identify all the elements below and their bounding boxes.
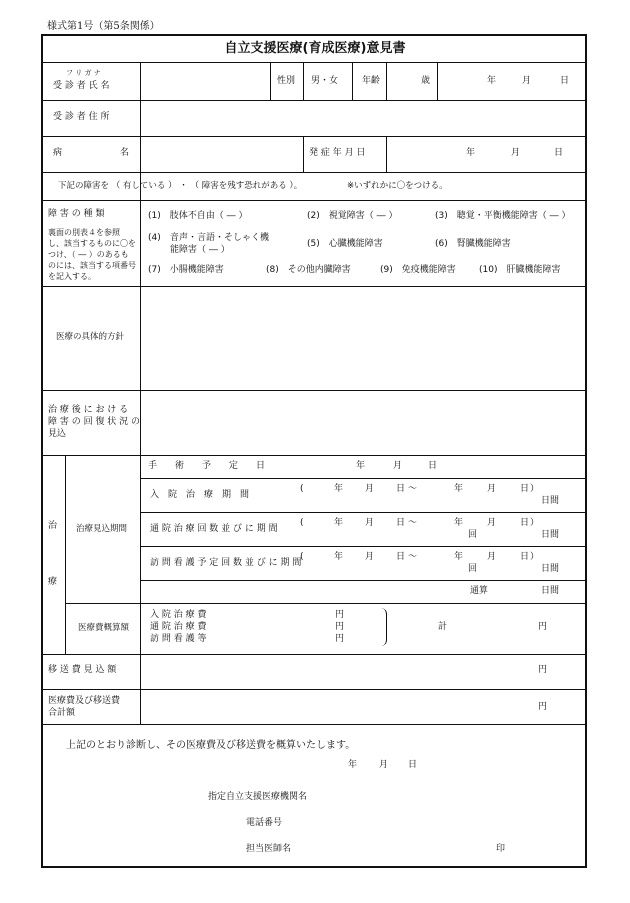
sex-label: 性別: [277, 76, 296, 86]
disability-option-3[interactable]: (3) 聴覚・平衡機能障害（ ― ）: [435, 211, 571, 221]
row-divider-outpatient: [140, 546, 587, 547]
row-divider-disease: [42, 172, 587, 173]
col-divider-onset-value: [386, 136, 387, 172]
visiting-nursing-label: 訪 問 看 護 予 定 回 数 並 び に 期 間: [150, 558, 302, 568]
cost-item-visiting: 訪 問 看 護 等: [150, 634, 207, 644]
disability-option-4-line1[interactable]: 音声・言語・そしゃく機: [170, 233, 270, 243]
cost-item-inpatient: 入 院 治 療 費: [150, 610, 207, 620]
sex-options[interactable]: 男・女: [311, 76, 339, 86]
statement-month-unit: 月: [379, 760, 389, 770]
form-title: 自立支援医療(育成医療)意見書: [224, 41, 406, 56]
birth-month-unit: 月: [522, 76, 532, 86]
visiting-count-unit: 回: [468, 564, 478, 574]
treatment-vertical-label-a: 治: [48, 521, 58, 531]
disability-option-2[interactable]: (2) 視覚障害（ ― ）: [307, 211, 398, 221]
treatment-vertical-label-b: 療: [48, 577, 58, 587]
col-divider-treatment: [65, 455, 66, 654]
row-divider-name: [42, 100, 587, 101]
cost-sum-yen: 円: [538, 622, 548, 632]
disability-option-6[interactable]: (6) 腎臓機能障害: [435, 239, 511, 249]
statement-day-unit: 日: [408, 760, 418, 770]
row-divider-policy: [42, 390, 587, 391]
row-divider-inpatient: [140, 512, 587, 513]
phone-number-label: 電話番号: [246, 818, 283, 828]
treatment-period-label: 治療見込期間: [76, 524, 128, 534]
col-divider-birthdate: [437, 62, 438, 100]
total-period-label: 通算: [470, 586, 489, 596]
total-cost-yen: 円: [538, 702, 548, 712]
outpatient-label: 通 院 治 療 回 数 並 び に 期 間: [150, 524, 278, 534]
col-divider-label: [140, 62, 141, 724]
col-divider-age-label: [352, 62, 353, 100]
row-divider-treatment: [42, 654, 587, 655]
recovery-label-line1: 治 療 後 に お け る: [48, 405, 129, 415]
inpatient-paren-open: (: [300, 484, 304, 494]
disability-option-10[interactable]: (10) 肝臓機能障害: [479, 265, 561, 275]
disability-instruction-line: のには、該当する項番号: [48, 261, 136, 270]
inpatient-period-label: 入 院 治 療 期 間: [150, 490, 250, 500]
cost-brace: [380, 608, 387, 646]
visiting-end-day: 日: [520, 552, 530, 562]
visiting-start-year: 年: [334, 552, 344, 562]
form-number: 様式第1号（第5条関係）: [47, 21, 160, 32]
inpatient-days-unit: 日間: [541, 496, 560, 506]
disability-instruction-line: を記入する。: [48, 272, 96, 281]
visiting-start-day: 日: [396, 552, 406, 562]
age-unit: 歳: [421, 76, 431, 86]
cost-estimate-label: 医療費概算額: [78, 623, 130, 633]
outpatient-paren-open: (: [300, 518, 304, 528]
outpatient-count-unit: 回: [468, 530, 478, 540]
furigana-label: フ リ ガ ナ: [66, 69, 101, 77]
total-cost-label-line1: 医療費及び移送費: [48, 696, 121, 706]
row-divider-surgery: [140, 478, 587, 479]
patient-name-label: 受 診 者 氏 名: [53, 81, 110, 91]
disability-option-9[interactable]: (9) 免疫機能障害: [380, 265, 456, 275]
col-divider-sex-label: [270, 62, 271, 100]
disability-option-1[interactable]: (1) 肢体不自由（ ― ）: [148, 211, 248, 221]
row-divider-visiting: [140, 580, 587, 581]
onset-date-label: 発 症 年 月 日: [309, 148, 366, 158]
row-divider-title: [42, 62, 587, 63]
surgery-month-unit: 月: [393, 461, 403, 471]
onset-day-unit: 日: [554, 148, 564, 158]
birth-day-unit: 日: [560, 76, 570, 86]
inpatient-start-month: 月: [365, 484, 375, 494]
inpatient-end-month: 月: [487, 484, 497, 494]
onset-year-unit: 年: [466, 148, 476, 158]
cost-yen-3: 円: [335, 634, 345, 644]
recovery-label-line2: 障 害 の 回 復 状 況 の: [48, 417, 141, 427]
inpatient-tilde: 〜: [408, 484, 418, 494]
inpatient-end-year: 年: [454, 484, 464, 494]
visiting-days-unit: 日間: [541, 564, 560, 574]
outpatient-end-day: 日: [520, 518, 530, 528]
inpatient-end-day: 日: [520, 484, 530, 494]
total-days-unit: 日間: [541, 586, 560, 596]
cost-item-outpatient: 通 院 治 療 費: [150, 622, 207, 632]
cost-sum-label: 計: [438, 622, 448, 632]
outpatient-paren-close: ）: [530, 518, 540, 528]
disability-instruction-line: 裏面の別表４を参照: [48, 228, 120, 237]
surgery-date-label: 手 術 予 定 日: [148, 461, 266, 471]
outpatient-start-year: 年: [334, 518, 344, 528]
diagnosis-statement: 上記のとおり診断し、その医療費及び移送費を概算いたします。: [66, 740, 356, 751]
row-divider-transport: [42, 689, 587, 690]
visiting-paren-open: (: [300, 552, 304, 562]
age-label: 年齢: [362, 76, 381, 86]
row-divider-period: [65, 603, 587, 604]
row-divider-note: [42, 200, 587, 201]
patient-address-label: 受 診 者 住 所: [53, 112, 110, 122]
seal-mark: 印: [496, 844, 506, 854]
transport-cost-label: 移 送 費 見 込 額: [48, 665, 117, 675]
inpatient-start-day: 日: [396, 484, 406, 494]
row-divider-types: [42, 286, 587, 287]
treatment-policy-label: 医療の具体的方針: [56, 332, 125, 342]
row-divider-total: [42, 724, 587, 725]
inpatient-paren-close: ）: [530, 484, 540, 494]
disability-option-4-number[interactable]: (4): [148, 233, 161, 243]
col-divider-onset-label: [303, 136, 304, 172]
disability-option-4-line2[interactable]: 能障害（ ― ）: [170, 245, 230, 255]
visiting-paren-close: ）: [530, 552, 540, 562]
disease-label-a: 病: [53, 148, 63, 158]
visiting-end-month: 月: [487, 552, 497, 562]
disability-note: 下記の障害を （ 有している ） ・ （ 障害を残す恐れがある ）。: [58, 181, 303, 191]
visiting-start-month: 月: [365, 552, 375, 562]
outpatient-end-year: 年: [454, 518, 464, 528]
inpatient-start-year: 年: [334, 484, 344, 494]
disability-note-hint: ※いずれかに〇をつける。: [347, 181, 448, 191]
disability-instruction-line: し、該当するものに〇を: [48, 239, 136, 248]
disability-instruction-line: つけ、（ ― ）のあるも: [48, 250, 129, 259]
disability-option-7[interactable]: (7) 小腸機能障害: [148, 265, 224, 275]
statement-year-unit: 年: [348, 760, 358, 770]
total-cost-label-line2: 合計額: [48, 708, 76, 718]
recovery-label-line3: 見込: [48, 429, 67, 439]
col-divider-age-value: [386, 62, 387, 100]
surgery-day-unit: 日: [428, 461, 438, 471]
institution-name-label: 指定自立支援医療機関名: [208, 792, 308, 802]
visiting-end-year: 年: [454, 552, 464, 562]
surgery-year-unit: 年: [356, 461, 366, 471]
disability-option-8[interactable]: (8) その他内臓障害: [266, 265, 351, 275]
birth-year-unit: 年: [487, 76, 497, 86]
row-divider-recovery: [42, 455, 587, 456]
col-divider-sex-value: [303, 62, 304, 100]
visiting-tilde: 〜: [408, 552, 418, 562]
cost-yen-1: 円: [335, 610, 345, 620]
disability-types-label: 障 害 の 種 類: [48, 209, 105, 219]
row-divider-address: [42, 136, 587, 137]
disability-option-5[interactable]: (5) 心臓機能障害: [307, 239, 383, 249]
disease-label-b: 名: [120, 148, 130, 158]
transport-yen: 円: [538, 665, 548, 675]
outpatient-tilde: 〜: [408, 518, 418, 528]
outpatient-end-month: 月: [487, 518, 497, 528]
onset-month-unit: 月: [511, 148, 521, 158]
doctor-name-label: 担当医師名: [246, 844, 292, 854]
outpatient-start-month: 月: [365, 518, 375, 528]
outpatient-days-unit: 日間: [541, 530, 560, 540]
cost-yen-2: 円: [335, 622, 345, 632]
outpatient-start-day: 日: [396, 518, 406, 528]
